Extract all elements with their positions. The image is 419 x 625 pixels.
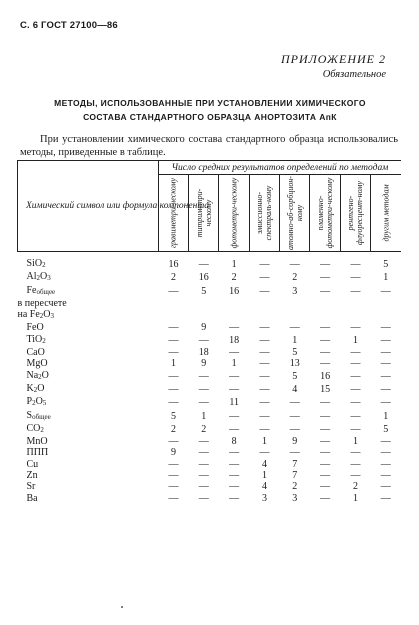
value-cell: — bbox=[198, 370, 209, 382]
component-cell bbox=[18, 285, 159, 298]
component-column-header: Химический символ или формула компонента bbox=[18, 161, 159, 252]
value-cell: — bbox=[168, 470, 179, 482]
component-text: MgO bbox=[26, 358, 48, 370]
method-column-label: другим методам bbox=[381, 184, 391, 242]
component-text: MnO bbox=[26, 436, 48, 448]
value-cell: — bbox=[198, 492, 209, 504]
value-cell: 2 bbox=[231, 272, 237, 284]
value-cell: — bbox=[259, 410, 270, 422]
method-column-label: фотометри-ческому bbox=[229, 177, 239, 249]
value-cell bbox=[340, 298, 370, 309]
table-row bbox=[18, 383, 402, 396]
value-cell: 2 bbox=[292, 481, 298, 493]
value-cell: 2 bbox=[352, 481, 358, 493]
value-cell: — bbox=[380, 481, 391, 493]
value-cell: — bbox=[289, 447, 300, 459]
document-title bbox=[22, 96, 398, 124]
table-row bbox=[18, 334, 402, 347]
component-text: S bbox=[26, 409, 33, 421]
value-cell: — bbox=[380, 347, 391, 359]
value-cell bbox=[249, 298, 279, 309]
appendix-title: ПРИЛОЖЕНИЕ 2 bbox=[281, 52, 386, 66]
component-text: O bbox=[41, 369, 49, 381]
value-cell: — bbox=[168, 383, 179, 395]
value-cell bbox=[340, 309, 370, 322]
method-column-label: эмиссионно-спектраль-ному bbox=[255, 185, 274, 241]
value-cell: — bbox=[229, 447, 240, 459]
table-row bbox=[18, 493, 402, 504]
component-cell bbox=[18, 423, 159, 436]
value-cell: — bbox=[259, 397, 270, 409]
value-cell: — bbox=[320, 259, 331, 270]
value-cell: — bbox=[289, 423, 300, 435]
value-cell bbox=[310, 309, 340, 322]
value-cell: — bbox=[168, 492, 179, 504]
value-cell: 9 bbox=[292, 436, 298, 448]
value-cell: 4 bbox=[292, 383, 298, 395]
component-text: общее bbox=[36, 287, 56, 296]
component-text: 2 bbox=[33, 385, 38, 394]
value-cell: — bbox=[259, 383, 270, 395]
value-cell: 16 bbox=[320, 370, 331, 382]
value-cell: 4 bbox=[261, 481, 267, 493]
component-text: CaO bbox=[26, 347, 45, 359]
method-column-label: гравиметри-ческому bbox=[168, 177, 178, 249]
value-cell: — bbox=[320, 436, 331, 448]
value-cell: — bbox=[289, 322, 300, 334]
appendix-subtitle: Обязательное bbox=[322, 69, 386, 80]
value-cell: 2 bbox=[170, 272, 176, 284]
table-row bbox=[18, 358, 402, 369]
method-column-header bbox=[310, 175, 340, 252]
table-row bbox=[18, 396, 402, 409]
value-cell: — bbox=[168, 436, 179, 448]
component-text: Sr bbox=[26, 481, 36, 493]
value-cell: 18 bbox=[198, 347, 209, 359]
value-cell: 15 bbox=[320, 383, 331, 395]
value-cell: 5 bbox=[383, 259, 389, 270]
value-cell: 1 bbox=[261, 436, 267, 448]
value-cell: — bbox=[350, 423, 361, 435]
value-cell: — bbox=[350, 383, 361, 395]
value-cell: 16 bbox=[229, 285, 240, 297]
component-text: 2 bbox=[36, 274, 40, 283]
value-cell: — bbox=[168, 481, 179, 493]
value-cell: 3 bbox=[292, 285, 298, 297]
value-cell bbox=[219, 309, 249, 322]
value-cell: — bbox=[198, 481, 209, 493]
value-cell: — bbox=[289, 397, 300, 409]
value-cell: — bbox=[320, 358, 331, 370]
component-text: 2 bbox=[42, 261, 46, 269]
value-cell: 1 bbox=[231, 358, 237, 370]
component-text: O bbox=[40, 271, 48, 283]
value-cell: 3 bbox=[292, 492, 298, 504]
value-cell: — bbox=[168, 397, 179, 409]
component-text: K bbox=[26, 382, 34, 394]
value-cell: — bbox=[380, 285, 391, 297]
component-cell bbox=[18, 447, 159, 458]
method-column-header bbox=[249, 175, 279, 252]
value-cell: 5 bbox=[201, 285, 207, 297]
value-cell: — bbox=[229, 410, 240, 422]
value-cell bbox=[219, 298, 249, 309]
component-text: FeO bbox=[26, 322, 44, 334]
value-cell: — bbox=[350, 285, 361, 297]
value-cell: — bbox=[380, 397, 391, 409]
value-cell bbox=[189, 298, 219, 309]
value-cell: — bbox=[198, 397, 209, 409]
table-row bbox=[18, 271, 402, 284]
value-cell: — bbox=[350, 347, 361, 359]
scan-speck bbox=[121, 606, 123, 608]
value-cell: — bbox=[229, 383, 240, 395]
value-cell: — bbox=[380, 470, 391, 482]
value-cell: 1 bbox=[170, 358, 176, 370]
value-cell: — bbox=[320, 410, 331, 422]
component-text: SiO bbox=[26, 258, 43, 269]
value-cell: — bbox=[320, 458, 331, 470]
component-cell bbox=[18, 459, 159, 470]
value-cell: 1 bbox=[201, 410, 207, 422]
value-cell: — bbox=[168, 347, 179, 359]
table-row bbox=[18, 447, 402, 458]
value-cell: 5 bbox=[170, 410, 176, 422]
value-cell: — bbox=[198, 259, 209, 270]
value-cell: — bbox=[350, 322, 361, 334]
component-text: Al bbox=[26, 271, 37, 283]
value-cell: — bbox=[259, 347, 270, 359]
table-row bbox=[18, 470, 402, 481]
value-cell: — bbox=[380, 334, 391, 346]
component-cell bbox=[18, 252, 159, 272]
intro-paragraph: При установлении химического состава стандартного образца использовались методы, приведенные в таблице. bbox=[20, 134, 398, 158]
value-cell: — bbox=[350, 370, 361, 382]
value-cell: 16 bbox=[168, 259, 179, 270]
component-text: Cu bbox=[26, 458, 39, 470]
value-cell: — bbox=[320, 470, 331, 482]
value-cell: — bbox=[380, 358, 391, 370]
value-cell: — bbox=[350, 358, 361, 370]
value-cell bbox=[158, 298, 188, 309]
value-cell: — bbox=[198, 458, 209, 470]
value-cell bbox=[371, 309, 401, 322]
value-cell: — bbox=[259, 358, 270, 370]
value-cell: — bbox=[229, 458, 240, 470]
method-column-header bbox=[371, 175, 401, 252]
value-cell: — bbox=[350, 272, 361, 284]
component-cell bbox=[18, 493, 159, 504]
component-cell bbox=[18, 396, 159, 409]
value-cell: — bbox=[229, 370, 240, 382]
methods-span-header: Число средних результатов определений по методам bbox=[158, 161, 401, 175]
value-cell: 18 bbox=[229, 334, 240, 346]
component-text: Na bbox=[26, 369, 39, 381]
value-cell: — bbox=[259, 322, 270, 334]
value-cell: — bbox=[229, 423, 240, 435]
value-cell: 5 bbox=[292, 370, 298, 382]
value-cell: — bbox=[168, 322, 179, 334]
value-cell: — bbox=[320, 423, 331, 435]
component-cell bbox=[18, 271, 159, 284]
table-row bbox=[18, 347, 402, 358]
component-text: общее bbox=[32, 412, 51, 421]
component-cell bbox=[18, 334, 159, 347]
value-cell: — bbox=[229, 481, 240, 493]
value-cell: — bbox=[168, 458, 179, 470]
value-cell: 13 bbox=[289, 358, 300, 370]
value-cell: 8 bbox=[231, 436, 237, 448]
method-column-header bbox=[219, 175, 249, 252]
component-cell bbox=[18, 370, 159, 383]
value-cell: 7 bbox=[292, 458, 298, 470]
value-cell bbox=[158, 309, 188, 322]
value-cell bbox=[371, 298, 401, 309]
value-cell: 2 bbox=[170, 423, 176, 435]
value-cell: 9 bbox=[201, 358, 207, 370]
value-cell bbox=[280, 298, 310, 309]
value-cell: — bbox=[259, 259, 270, 270]
component-cell bbox=[18, 358, 159, 369]
component-cell bbox=[18, 481, 159, 492]
value-cell: — bbox=[350, 410, 361, 422]
value-cell: — bbox=[229, 470, 240, 482]
value-cell: — bbox=[380, 447, 391, 459]
component-text: O bbox=[37, 382, 45, 394]
value-cell: 1 bbox=[261, 470, 267, 482]
component-text: 2 bbox=[39, 312, 44, 321]
value-cell: — bbox=[380, 322, 391, 334]
component-text: 3 bbox=[47, 274, 51, 283]
component-text: TiO bbox=[26, 333, 43, 345]
table-row bbox=[18, 436, 402, 447]
value-cell: — bbox=[198, 447, 209, 459]
component-text: в пересчете bbox=[17, 297, 67, 309]
component-cell bbox=[18, 436, 159, 447]
value-cell: 2 bbox=[292, 272, 298, 284]
value-cell: — bbox=[259, 285, 270, 297]
value-cell: 7 bbox=[292, 470, 298, 482]
value-cell: — bbox=[168, 370, 179, 382]
value-cell: — bbox=[198, 436, 209, 448]
value-cell: 5 bbox=[383, 423, 389, 435]
value-cell: 3 bbox=[261, 492, 267, 504]
method-column-label: титриметри-ческому bbox=[194, 188, 213, 238]
component-text: Zn bbox=[26, 470, 38, 482]
value-cell: 1 bbox=[352, 334, 358, 346]
value-cell: — bbox=[229, 492, 240, 504]
value-cell: — bbox=[289, 410, 300, 422]
value-cell: 5 bbox=[292, 347, 298, 359]
value-cell: — bbox=[259, 334, 270, 346]
method-column-header bbox=[189, 175, 219, 252]
value-cell: — bbox=[380, 492, 391, 504]
value-cell bbox=[249, 309, 279, 322]
value-cell: — bbox=[350, 397, 361, 409]
value-cell bbox=[280, 309, 310, 322]
value-cell: — bbox=[259, 370, 270, 382]
value-cell: 4 bbox=[261, 458, 267, 470]
component-text: ППП bbox=[26, 447, 49, 459]
value-cell bbox=[189, 309, 219, 322]
value-cell: — bbox=[320, 285, 331, 297]
value-cell: — bbox=[168, 334, 179, 346]
appendix-label bbox=[281, 52, 386, 82]
value-cell: — bbox=[380, 458, 391, 470]
value-cell: 16 bbox=[198, 272, 209, 284]
table-row bbox=[18, 309, 402, 322]
value-cell: — bbox=[320, 447, 331, 459]
value-cell: — bbox=[259, 447, 270, 459]
component-text: P bbox=[26, 396, 33, 408]
component-cell bbox=[18, 383, 159, 396]
table-row bbox=[18, 410, 402, 423]
value-cell bbox=[310, 298, 340, 309]
value-cell: — bbox=[259, 272, 270, 284]
value-cell: — bbox=[350, 470, 361, 482]
method-column-label: атомно-аб-сорбцион-ному bbox=[285, 176, 304, 250]
table-row bbox=[18, 459, 402, 470]
value-cell: — bbox=[380, 383, 391, 395]
value-cell: — bbox=[320, 334, 331, 346]
component-text: 2 bbox=[38, 372, 42, 381]
method-column-label: рентгено-флуоресцент-ному bbox=[346, 181, 365, 245]
component-text: 2 bbox=[32, 399, 36, 408]
table-header-row bbox=[18, 161, 402, 175]
value-cell: 1 bbox=[352, 436, 358, 448]
value-cell: — bbox=[320, 347, 331, 359]
value-cell: — bbox=[350, 447, 361, 459]
page-header: С. 6 ГОСТ 27100—86 bbox=[20, 20, 118, 31]
component-text: 5 bbox=[42, 399, 47, 408]
value-cell: — bbox=[289, 259, 300, 270]
document-title-line-1: МЕТОДЫ, ИСПОЛЬЗОВАННЫЕ ПРИ УСТАНОВЛЕНИИ ХИМИЧЕСКОГО bbox=[54, 98, 366, 108]
table-row bbox=[18, 252, 402, 272]
component-cell bbox=[18, 470, 159, 481]
value-cell: — bbox=[320, 397, 331, 409]
component-text: на Fe bbox=[17, 309, 40, 321]
component-text: O bbox=[43, 309, 51, 321]
method-column-header bbox=[340, 175, 370, 252]
component-text: 2 bbox=[42, 336, 46, 345]
value-cell: 1 bbox=[383, 272, 389, 284]
table-body bbox=[18, 252, 402, 504]
value-cell: 1 bbox=[352, 492, 358, 504]
value-cell: 9 bbox=[170, 447, 176, 459]
methods-table bbox=[17, 160, 401, 504]
value-cell: — bbox=[320, 492, 331, 504]
table-row bbox=[18, 298, 402, 309]
value-cell: — bbox=[320, 272, 331, 284]
value-cell: — bbox=[198, 383, 209, 395]
value-cell: — bbox=[320, 322, 331, 334]
value-cell: 9 bbox=[201, 322, 207, 334]
component-text: O bbox=[35, 396, 43, 408]
value-cell: — bbox=[350, 259, 361, 270]
value-cell: — bbox=[168, 285, 179, 297]
value-cell: — bbox=[229, 347, 240, 359]
document-title-line-2: СОСТАВА СТАНДАРТНОГО ОБРАЗЦА АНОРТОЗИТА АпК bbox=[83, 112, 337, 122]
method-column-label: пламенно-фотометри-ческому bbox=[316, 177, 335, 249]
component-text: 2 bbox=[40, 425, 44, 434]
component-cell bbox=[18, 347, 159, 358]
component-text: 3 bbox=[50, 312, 55, 321]
component-cell bbox=[18, 410, 159, 423]
method-column-header bbox=[158, 175, 188, 252]
value-cell: 2 bbox=[201, 423, 207, 435]
method-column-header bbox=[280, 175, 310, 252]
value-cell: — bbox=[198, 334, 209, 346]
component-cell bbox=[18, 298, 159, 309]
value-cell: — bbox=[380, 370, 391, 382]
component-text: Fe bbox=[26, 284, 37, 296]
table-row bbox=[18, 423, 402, 436]
value-cell: 1 bbox=[231, 259, 237, 270]
value-cell: — bbox=[198, 470, 209, 482]
component-cell bbox=[18, 309, 159, 322]
component-text: Ba bbox=[26, 492, 38, 504]
component-text: CO bbox=[26, 422, 41, 434]
table-row bbox=[18, 322, 402, 333]
value-cell: 1 bbox=[383, 410, 389, 422]
value-cell: 11 bbox=[229, 397, 239, 409]
value-cell: — bbox=[350, 458, 361, 470]
component-cell bbox=[18, 322, 159, 333]
table-row bbox=[18, 285, 402, 298]
value-cell: 1 bbox=[292, 334, 298, 346]
table-row bbox=[18, 370, 402, 383]
value-cell: — bbox=[320, 481, 331, 493]
value-cell: — bbox=[259, 423, 270, 435]
value-cell: — bbox=[380, 436, 391, 448]
value-cell: — bbox=[229, 322, 240, 334]
table-row bbox=[18, 481, 402, 492]
